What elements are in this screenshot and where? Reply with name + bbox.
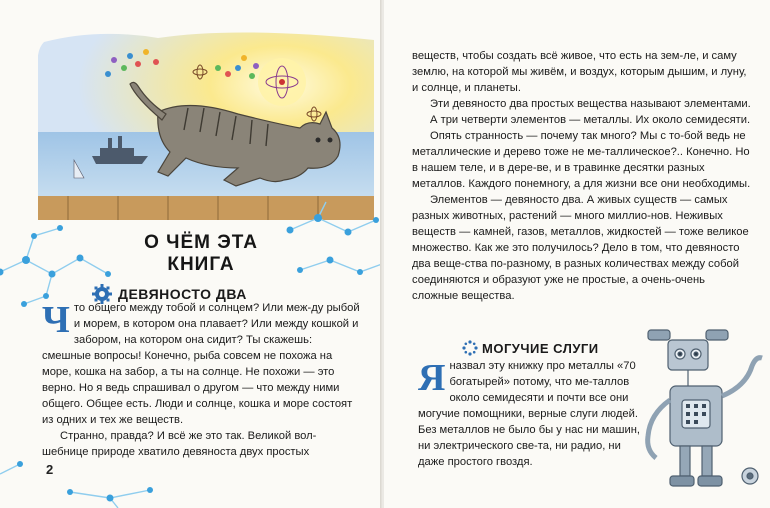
paragraph: Опять странность — почему так много? Мы с то-бой ведь не металлические и дерево тоже не ме-таллическое?.. Конечно. Но в нашем теле, и в дере-ве, и в травинке десятки разных металлов. Каждого понемногу, а для жизни все они необходимы. — [412, 130, 751, 190]
robot-illustration — [640, 326, 770, 502]
paragraph: Элементов — девяносто два. А живых существ — самых разных животных, растений — много миллио-нов. Неживых веществ — камней, газов, металлов, жидкостей — тоже великое множество. Как же это получилось? Дело в том, что девяносто два веще-ства по-разному, в разных количествах между собой соединяются и образуют уже не простые, а очень-очень сложные вещества. — [412, 194, 749, 302]
section-heading — [462, 340, 599, 356]
network-decoration-bottom — [0, 430, 382, 508]
dropcap: Я — [418, 357, 446, 399]
left-page — [0, 0, 382, 508]
paragraph: А три четверти элементов — металлы. Их около семидесяти. — [430, 114, 751, 126]
body-text — [412, 48, 752, 304]
cat-illustration — [38, 28, 374, 220]
body-text — [418, 358, 644, 470]
paragraph: Эти девяносто два простых вещества называют элементами. — [430, 98, 751, 110]
section-heading-label: ДЕВЯНОСТО ДВА — [118, 286, 247, 302]
paragraph: то общего между тобой и солнцем? Или меж-ду рыбой и морем, в котором она плавает? Или между кошкой и забором, на котором она сидит? Ты скажешь: смешные вопросы! Конечно, рыба совсем не похожа на море, кошка на забор, а ты на солнце. Не похожи — это верно. Но я ведь спрашивал о другом — что между ними общего. Общее есть. Люди и солнце, кошка и море состоят из одних и тех же веществ. — [42, 302, 360, 426]
dropcap: Ч — [42, 299, 70, 341]
sparkle-icon — [462, 340, 478, 356]
section-heading-label: МОГУЧИЕ СЛУГИ — [482, 340, 599, 356]
paragraph: назвал эту книжку про металлы «70 богатырей» потому, что ме-таллов около семидесяти и почти все они могучие помощники, верные слуги людей. Без металлов не было бы у нас ни машин, ни электрического све-та, ни радио, ни даже простого гвоздя. — [418, 360, 641, 468]
paragraph: веществ, чтобы создать всё живое, что есть на зем-ле, и саму землю, на которой мы живём, и воздух, которым дышим, и луну, и солнце, и планеты. — [412, 50, 747, 94]
paragraph: Странно, правда? И всё же это так. Великой вол-шебнице природе хватило девяноста двух простых — [42, 430, 317, 458]
page-title: О ЧЁМ ЭТА КНИГА — [144, 232, 258, 275]
page-number: 2 — [46, 462, 54, 477]
right-page — [384, 0, 770, 508]
